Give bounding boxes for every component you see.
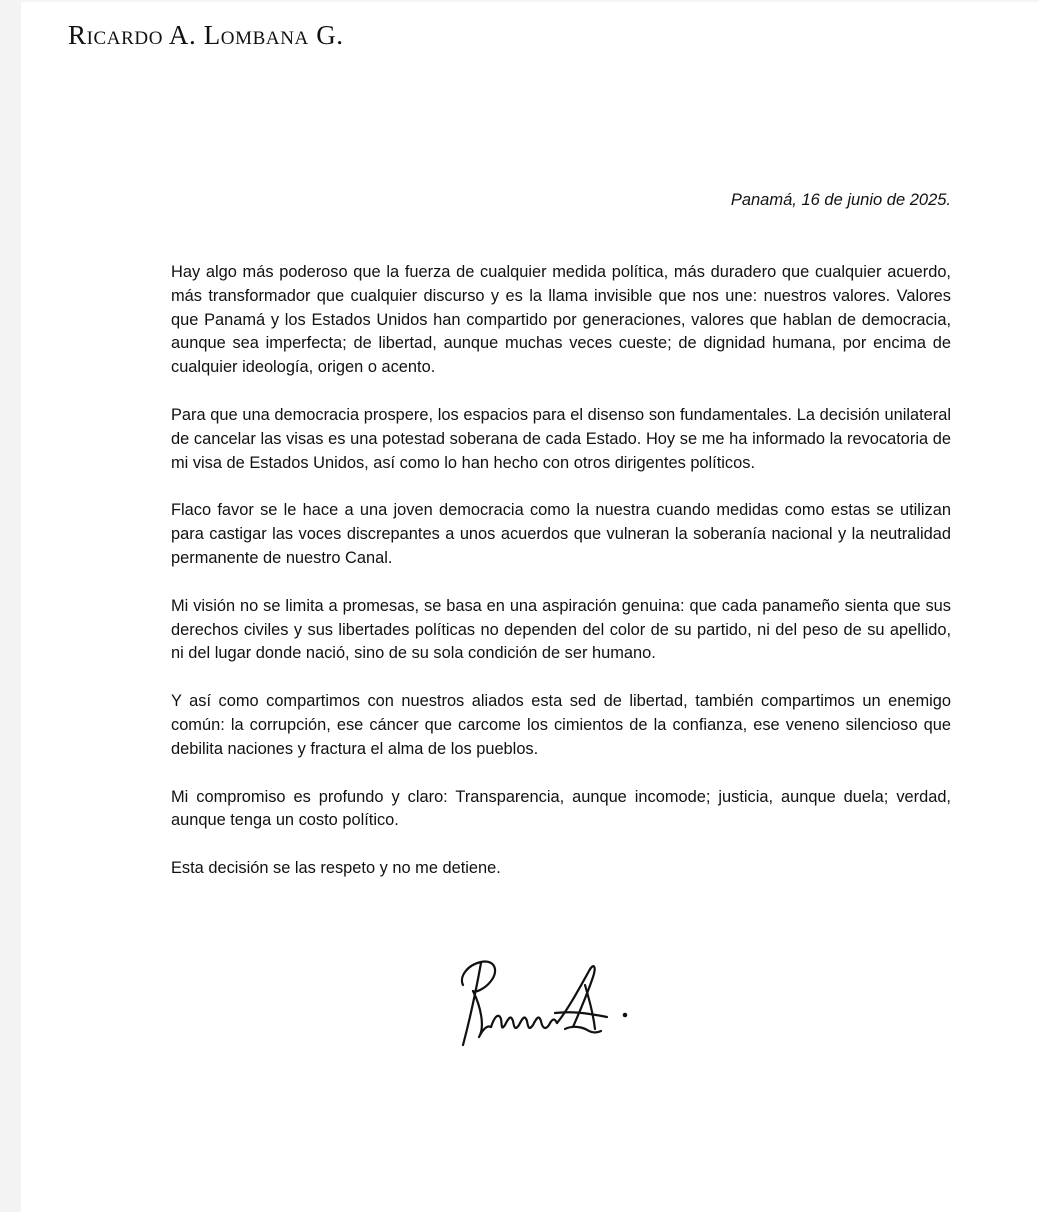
letter-paragraph: Mi compromiso es profundo y claro: Transparencia, aunque incomode; justicia, aunque duela; verdad, aunque tenga un costo político.: [171, 787, 951, 830]
letter-paragraph: Para que una democracia prospere, los espacios para el disenso son fundamentales. La decisión unilateral de cancelar las visas es una potestad soberana de cada Estado. Hoy se me ha informado la revocatoria de mi visa de Estados Unidos, así como lo han hecho con otros dirigentes políticos.: [171, 405, 951, 472]
letter-date: Panamá, 16 de junio de 2025.: [730, 191, 951, 209]
handwritten-signature: [455, 955, 635, 1055]
letter-paragraph: Flaco favor se le hace a una joven democracia como la nuestra cuando medidas como estas se utilizan para castigar las voces discrepantes a unos acuerdos que vulneran la soberanía nacional y la neutralidad permanente de nuestro Canal.: [171, 501, 951, 567]
letter-paragraph: Esta decisión se las respeto y no me detiene.: [171, 859, 501, 878]
page-left-margin: [0, 0, 21, 1212]
letter-paragraph: Y así como compartimos con nuestros aliados esta sed de libertad, también compartimos un enemigo común: la corrupción, ese cáncer que carcome los cimientos de la confianza, ese veneno silencioso que debilita naciones y fractura el alma de los pueblos.: [171, 692, 951, 758]
signature-dot: [623, 1013, 628, 1018]
letter-paragraph: Hay algo más poderoso que la fuerza de cualquier medida política, más duradero que cualquier acuerdo, más transformador que cualquier discurso y es la llama invisible que nos une: nuestros valores. Valores que Panamá y los Estados Unidos han compartido por generaciones, valores que hablan de democracia, aunque sea imperfecta; de libertad, aunque muchas veces cueste; de dignidad humana, por encima de cualquier ideología, origen o acento.: [171, 263, 951, 377]
letter-body: [171, 261, 951, 905]
page-top-edge: [21, 0, 1039, 3]
letter-paragraph: Mi visión no se limita a promesas, se basa en una aspiración genuina: que cada panameño sienta que sus derechos civiles y sus libertades políticas no dependen del color de su partido, ni del peso de su apellido, ni del lugar donde nació, sino de su sola condición de ser humano.: [171, 596, 951, 663]
letterhead-name: Ricardo A. Lombana G.: [68, 20, 344, 50]
